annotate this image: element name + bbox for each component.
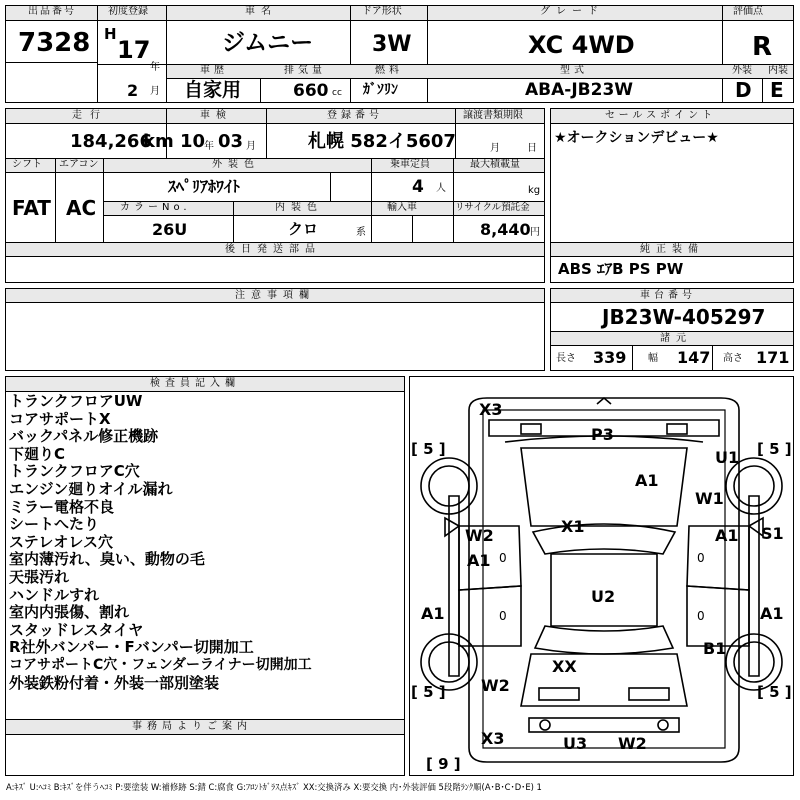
equipment-label: 純正装備 [640, 244, 704, 255]
diagram-mark: W2 [481, 676, 510, 695]
length-label: 長さ [556, 353, 576, 364]
length: 339 [593, 348, 627, 367]
fuel-label: 燃料 [375, 65, 403, 76]
import-label: 輸入車 [387, 202, 417, 213]
shift-label: シフト [12, 159, 42, 170]
transfer-label: 譲渡書類期限 [463, 110, 523, 121]
inspection-label: 車検 [200, 110, 232, 121]
car-name: ジムニー [222, 30, 314, 56]
insp-month-unit: 月 [246, 141, 256, 152]
later-parts-label: 後日発送部品 [225, 244, 321, 255]
diagram-zero: 0 [697, 609, 705, 623]
diagram-mark: U1 [715, 448, 740, 467]
exterior-grade: D [735, 78, 752, 102]
width: 147 [677, 348, 711, 367]
mileage: 184,266 [70, 131, 152, 152]
insp-year-unit: 年 [204, 141, 214, 152]
color-no: 26U [152, 220, 188, 239]
displacement-label: 排気量 [284, 65, 326, 76]
diagram-mark: X3 [479, 400, 503, 419]
sales-point-label: セールスポイント [605, 110, 717, 121]
model-label: 型式 [560, 65, 588, 76]
inspector-notes [9, 393, 312, 692]
diagram-mark: X3 [481, 729, 505, 748]
km-unit: km [143, 131, 174, 152]
sales-point-text: ★オークションデビュー★ [554, 130, 719, 146]
first-reg-month: 2 [127, 81, 139, 100]
note: スタッドレスタイヤ [9, 620, 144, 639]
note: 天張汚れ [9, 567, 70, 586]
dims-label: 諸元 [660, 333, 692, 344]
diagram-mark: P3 [591, 425, 614, 444]
kg-unit: kg [528, 185, 541, 196]
fuel: ｶﾞｿﾘﾝ [363, 82, 398, 98]
note: トランクフロアUW [9, 392, 143, 410]
note: シートへたり [9, 515, 100, 534]
history: 自家用 [184, 79, 242, 101]
transfer-month: 月 [490, 143, 500, 154]
transfer-day: 日 [527, 143, 537, 154]
exterior-label: 外装 [732, 65, 752, 76]
color-no-label: カラーNo. [120, 202, 191, 213]
diagram-zero: 0 [697, 551, 705, 565]
chassis-label: 車台番号 [640, 290, 696, 301]
door-label: ドア形状 [362, 6, 402, 17]
diagram-mark: U2 [591, 587, 616, 606]
diagram-mark: XX [552, 657, 577, 676]
height-label: 高さ [723, 353, 743, 364]
inspector-label: 検査員記入欄 [150, 378, 240, 389]
diagram-mark: W2 [618, 734, 647, 753]
tire-tread-front-left: [ 5 ] [411, 440, 446, 458]
score: R [752, 32, 773, 62]
diagram-mark: W2 [465, 526, 494, 545]
caution-label: 注意事項欄 [235, 290, 315, 301]
model: ABA-JB23W [525, 80, 634, 100]
name-label: 車名 [245, 6, 277, 17]
diagram-zero: 0 [499, 609, 507, 623]
month-unit: 月 [150, 86, 160, 97]
note: コアサポートX [9, 409, 111, 428]
note: R社外バンパー・Fバンパー切開加工 [9, 638, 254, 657]
capacity: 4 [412, 177, 424, 197]
plate-label: 登録番号 [327, 110, 383, 121]
lot-number: 7328 [18, 28, 91, 58]
recycle-amount: 8,440 [480, 220, 531, 239]
capacity-label: 乗車定員 [390, 159, 430, 170]
yen-unit: 円 [530, 227, 540, 238]
history-label: 車歴 [200, 65, 228, 76]
door-type: 3W [372, 32, 412, 57]
note: 室内内張傷、割れ [9, 603, 130, 622]
displacement: 660 [293, 81, 329, 101]
aircon: AC [66, 196, 97, 220]
note: 下廻りC [9, 444, 66, 463]
equipment-text: ABS ｴｱB PS PW [558, 260, 684, 278]
note: コアサポートC穴・フェンダーライナー切開加工 [9, 656, 312, 673]
lot-label: 出品番号 [28, 6, 76, 17]
car-diagram [409, 376, 794, 776]
note: 室内薄汚れ、臭い、動物の毛 [9, 550, 205, 569]
note: 外装鉄粉付着・外装一部別塗装 [9, 673, 220, 692]
color-label: 外装色 [212, 159, 260, 170]
legend: A:ｷｽﾞ U:ﾍｺﾐ B:ｷｽﾞを伴うﾍｺﾐ P:要塗装 W:補修跡 S:錆 C:腐食 G:ﾌﾛﾝﾄｶﾞﾗｽ点ｷｽﾞ XX:交換済み X:要交換 内･外装評価 5段階ﾗﾝｸ順(A･B･C･D･E) 1 [6, 782, 542, 792]
tire-tread-rear-right: [ 5 ] [757, 683, 792, 701]
interior-label: 内装 [768, 65, 788, 76]
ac-label: エアコン [59, 159, 99, 170]
note: ハンドルすれ [9, 585, 100, 604]
shift: FAT [12, 196, 51, 220]
diagram-mark: S1 [761, 524, 784, 543]
mileage-label: 走行 [72, 110, 108, 121]
note: エンジン廻りオイル漏れ [9, 479, 173, 498]
cc-unit: cc [332, 88, 342, 98]
recycle-label: リサイクル預託金 [455, 202, 530, 213]
tire-tread-rear-left: [ 5 ] [411, 683, 446, 701]
note: バックパネル修正機跡 [9, 427, 159, 446]
era: H [104, 25, 117, 43]
interior-color-label: 内装色 [275, 202, 323, 213]
diagram-mark: X1 [561, 517, 585, 536]
office-label: 事務局よりご案内 [132, 721, 252, 732]
inspection-month: 03 [218, 131, 244, 152]
diagram-mark: U3 [563, 734, 588, 753]
diagram-mark: A1 [421, 604, 445, 623]
interior-grade: E [770, 78, 784, 102]
note: トランクフロアC穴 [9, 462, 140, 481]
diagram-mark: A1 [760, 604, 784, 623]
spare-tire-tread: [ 9 ] [426, 755, 461, 773]
width-label: 幅 [648, 353, 658, 364]
plate-number: 札幌 582イ5607 [308, 131, 456, 152]
person-unit: 人 [436, 183, 446, 194]
diagram-mark: A1 [715, 526, 739, 545]
diagram-mark: A1 [467, 551, 491, 570]
diagram-mark: B1 [703, 639, 727, 658]
interior-color: クロ [288, 220, 319, 238]
exterior-color: ｽﾍﾟﾘｱﾎﾜｲﾄ [168, 177, 241, 196]
grade-label: グレード [540, 6, 604, 17]
height: 171 [756, 348, 790, 367]
diagram-mark: W1 [695, 489, 724, 508]
kei-unit: 系 [356, 227, 366, 238]
score-label: 評価点 [733, 6, 763, 17]
note: ステレオレス穴 [9, 532, 113, 551]
chassis-number: JB23W-405297 [602, 305, 766, 329]
tire-tread-front-right: [ 5 ] [757, 440, 792, 458]
diagram-zero: 0 [499, 551, 507, 565]
load-label: 最大積載量 [470, 159, 520, 170]
first-reg-label: 初度登録 [108, 6, 148, 17]
diagram-mark: A1 [635, 471, 659, 490]
grade: XC 4WD [528, 31, 635, 59]
first-reg-year: 17 [117, 36, 151, 64]
note: ミラー電格不良 [9, 497, 115, 516]
year-unit: 年 [150, 62, 160, 73]
inspection-year: 10 [180, 131, 206, 152]
